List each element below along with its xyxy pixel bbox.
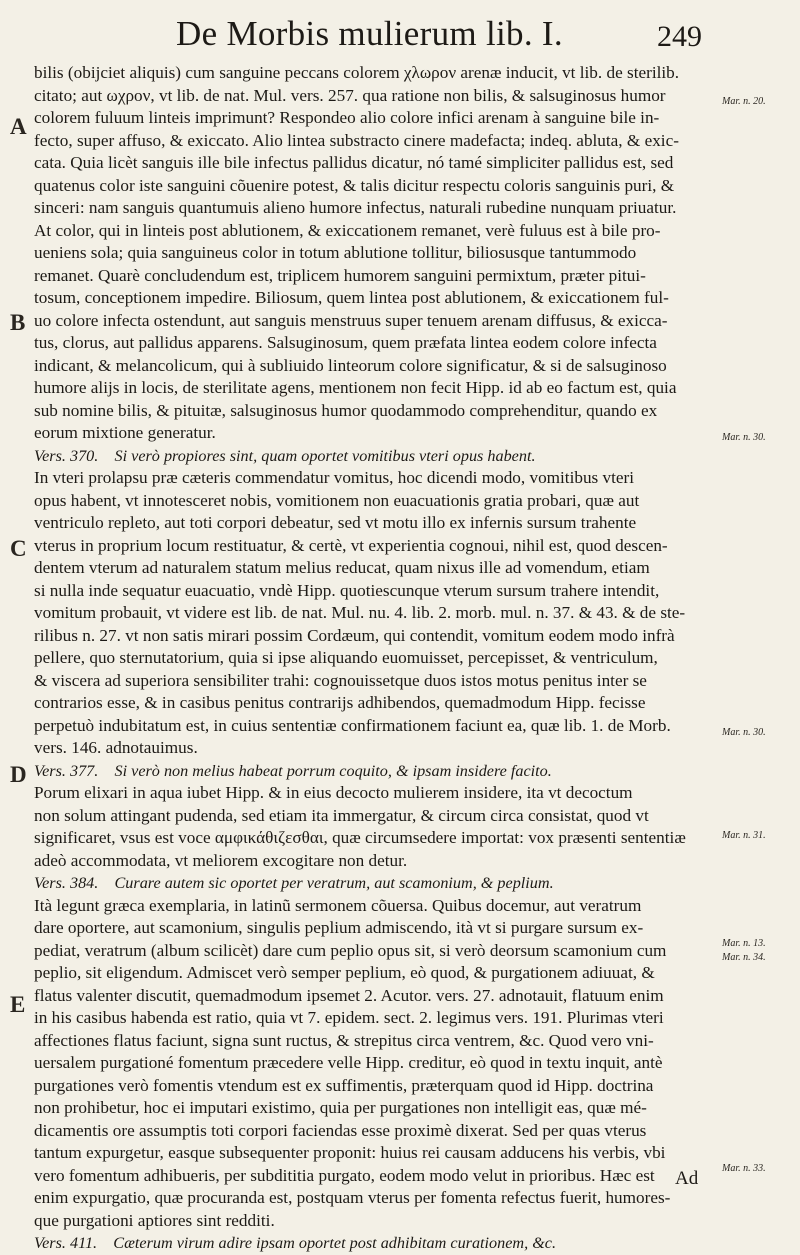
margin-letter-c: C	[10, 536, 27, 561]
margin-letter-b: B	[10, 310, 26, 335]
text-line: ventriculo repleto, aut toti corpori debeatur, sed vt motu illo ex infernis sursum trahente	[34, 513, 637, 532]
text-line: colorem fuluum linteis imprimunt? Respondeo alio colore infici arenam à sanguine bile in-	[34, 108, 660, 127]
running-title: De Morbis mulierum lib. I.	[176, 14, 563, 53]
text-line: tus, clorus, aut pallidus apparens. Salsuginosum, quem præfata lintea eodem colore infecta	[34, 333, 657, 352]
body-text	[34, 62, 722, 1255]
verse-ref: Vers. 384.	[34, 874, 99, 892]
text-line: fecto, super affuso, & exiccato. Alio lintea substracto cinere madefacta; indeq. abluta, & exic-	[34, 130, 679, 150]
text-line: que purgationi aptiores sint redditi.	[34, 1210, 275, 1230]
text-line: dare oportere, aut scamonium, singulis peplium admiscendo, ità vt si purgare sursum ex-	[34, 918, 644, 937]
text-line: perpetuò indubitatum est, in cuius sententiæ confirmationem faciunt ea, quæ lib. 1. de Morb.	[34, 715, 671, 735]
text-line: pediat, veratrum (album scilicèt) dare cum peplio opus sit, si verò deorsum scamonium cum	[34, 940, 667, 960]
verse-ref: Vers. 411.	[34, 1234, 98, 1252]
text-line: vero fomentum adhibueris, per subdititia purgato, eodem modo velut in prioribus. Hæc est	[34, 1165, 655, 1185]
text-line: In vteri prolapsu præ cæteris commendatur vomitus, hoc dicendi modo, vomitibus vteri	[34, 468, 635, 487]
text-line: in his casibus habenda est ratio, quia vt 7. epidem. sect. 2. legimus vers. 191. Plurimas vteri	[34, 1008, 664, 1027]
text-line: & viscera ad superiora sensibiliter trahi: cognouissetque duos istos motus penitus inter se	[34, 670, 647, 690]
text-line: eorum mixtione generatur.	[34, 423, 216, 442]
marginal-note: Mar. n. 30.	[722, 727, 766, 738]
text-line: sinceri: nam sanguis quantumuis alieno humore infectus, naturali rubedine nunquam priuatur.	[34, 198, 677, 217]
verse-lemma: Si verò propiores sint, quam oportet vomitibus vteri opus habent.	[114, 446, 536, 465]
text-line: indicant, & melancolicum, qui à subliuido linteorum colore significatur, & si de salsuginoso	[34, 355, 667, 375]
verse-lemma: Curare autem sic oportet per veratrum, aut scamonium, & peplium.	[114, 874, 554, 892]
text-line: Ità legunt græca exemplaria, in latinũ sermonem cõuersa. Quibus docemur, aut veratrum	[34, 895, 642, 915]
text-line: tosum, conceptionem impedire. Biliosum, quem lintea post ablutionem, & exiccationem ful-	[34, 288, 669, 307]
marginal-note: Mar. n. 30.	[722, 432, 766, 443]
text-line: flatus valenter discutit, quemadmodum ipsemet 2. Acutor. vers. 27. adnotauit, flatuum enim	[34, 985, 664, 1005]
margin-letter-a: A	[10, 114, 27, 139]
page-header	[0, 8, 800, 60]
verse-heading	[34, 1232, 722, 1255]
text-line: significaret, vsus est voce αμφικάθιζεσθαι, quæ circumsedere importat: vox præsenti sententiæ	[34, 828, 686, 847]
margin-letter-e: E	[10, 992, 26, 1017]
text-line: affectiones flatus faciunt, signa sunt ructus, & strepitus circa ventrem, &c. Quod vero vni-	[34, 1030, 654, 1050]
text-line: ueniens sola; quia sanguineus color in totum ablutione tollitur, biliosusque tantummodo	[34, 243, 637, 262]
page-number: 249	[657, 20, 702, 53]
text-line: non solum attingant pudenda, sed etiam ita immergatur, & circum circa consistat, quod vt	[34, 805, 649, 825]
verse-heading	[34, 760, 722, 783]
text-line: contrarios esse, & in casibus penitus contrarijs adhibendos, quemadmodum Hipp. fecisse	[34, 693, 646, 712]
text-line: peplio, sit eligendum. Admiscet verò semper peplium, eò quod, & purgationem adiuuat, &	[34, 963, 655, 982]
text-line: dicamentis ore assumptis toti corpori faciendas esse proximè dixerat. Sed per quas vterus	[34, 1120, 647, 1140]
text-line: tantum expurgetur, easque subsequenter proponit: huius rei causam adducens his verbis, vbi	[34, 1143, 666, 1162]
text-line: enim expurgatio, quæ procuranda est, postquam vterus per fomenta refectus fuerit, humores-	[34, 1188, 671, 1207]
text-line: remanet. Quarè concludendum est, triplicem humorem sanguini permixtum, præter pitui-	[34, 265, 646, 285]
marginal-note: Mar. n. 31.	[722, 830, 766, 841]
verse-lemma: Cæterum virum adire ipsam oportet post adhibitam curationem, &c.	[113, 1234, 557, 1252]
text-line: si nulla inde sequatur euacuatio, vndè Hipp. quotiescunque vterum sursum trahere intendit,	[34, 580, 660, 600]
verse-lemma: Si verò non melius habeat porrum coquito, & ipsam insidere facito.	[114, 761, 552, 780]
text-line: humore alijs in locis, de sterilitate agens, mentionem non fecit Hipp. id ab eo factum est, quia	[34, 378, 677, 397]
text-line: Porum elixari in aqua iubet Hipp. & in eius decocto mulierem insidere, ita vt decoctum	[34, 783, 633, 802]
text-line: cata. Quia licèt sanguis ille bile infectus pallidus dicatur, nó tamé simpliciter pallidus est, sed	[34, 153, 674, 172]
marginal-note: Mar. n. 34.	[722, 952, 766, 963]
catchword: Ad	[675, 1168, 699, 1189]
margin-letter-d: D	[10, 762, 27, 787]
text-line: uo colore infecta ostendunt, aut sanguis menstruus super tenuem arenam diffusus, & exicca-	[34, 310, 668, 330]
verse-ref: Vers. 377.	[34, 761, 99, 780]
text-line: uersalem purgationé fomentum præcedere velle Hipp. creditur, eò quod in textu inquit, antè	[34, 1053, 663, 1072]
text-line: dentem vterum ad naturalem statum melius reducat, quam nixus ille ad vomendum, etiam	[34, 558, 650, 577]
marginal-note: Mar. n. 33.	[722, 1163, 766, 1174]
marginal-note: Mar. n. 13.	[722, 938, 766, 949]
text-line: purgationes verò fomentis vtendum est ex suffimentis, præterquam quod id Hipp. doctrina	[34, 1075, 654, 1095]
text-line: rilibus n. 27. vt non satis mirari possim Cordæum, qui contendit, vomitum eodem modo infrà	[34, 625, 675, 645]
text-line: adeò accommodata, vt meliorem excogitare non detur.	[34, 850, 408, 870]
marginal-note: Mar. n. 20.	[722, 96, 766, 107]
text-line: pellere, quo sternutatorium, quia si ipse aliquando euomuisset, percepisset, & ventriculum,	[34, 648, 658, 667]
verse-heading	[34, 445, 722, 468]
text-line: opus habent, vt innotesceret nobis, vomitionem non euacuationis gratia probari, quæ aut	[34, 490, 640, 510]
text-line: quatenus color iste sanguini cõuenire potest, & talis dicitur respectu coloris sanguinis puri, &	[34, 175, 675, 195]
text-line: citato; aut ωχρον, vt lib. de nat. Mul. vers. 257. qua ratione non bilis, & salsuginosus humor	[34, 85, 666, 105]
verse-heading	[34, 872, 722, 895]
text-line: bilis (obijciet aliquis) cum sanguine peccans colorem χλωρον arenæ inducit, vt lib. de sterilib.	[34, 63, 680, 82]
text-line: sub nomine bilis, & pituitæ, salsuginosus humor quodammodo comprehenditur, quando ex	[34, 400, 658, 420]
verse-ref: Vers. 370.	[34, 446, 99, 465]
text-line: At color, qui in linteis post ablutionem, & exiccationem remanet, verè fuluus est à bile pro-	[34, 220, 661, 240]
text-line: non prohibetur, hoc ei imputari existimo, quia per purgationes non intelligit eas, quæ mé-	[34, 1098, 647, 1117]
text-line: vers. 146. adnotauimus.	[34, 738, 198, 757]
text-line: vomitum probauit, vt videre est lib. de nat. Mul. nu. 4. lib. 2. morb. mul. n. 37. & 43. & de ste-	[34, 603, 686, 622]
text-line: vterus in proprium locum restituatur, & certè, vt experientia cognoui, nihil est, quod descen-	[34, 535, 668, 555]
